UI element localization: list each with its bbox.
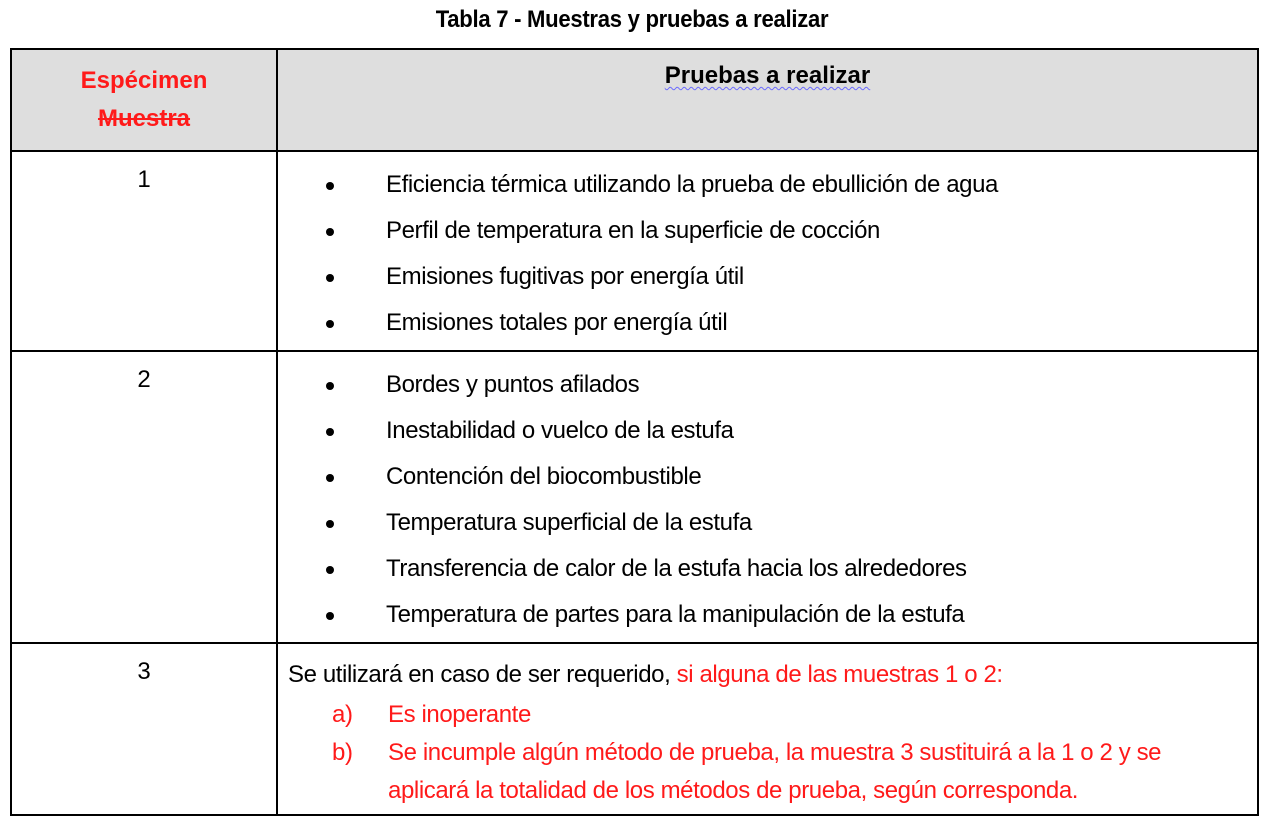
list-item: Eficiencia térmica utilizando la prueba de ebullición de agua xyxy=(278,162,1257,208)
list-item: Inestabilidad o vuelco de la estufa xyxy=(278,408,1257,454)
list-item: Contención del biocombustible xyxy=(278,454,1257,500)
tests-cell xyxy=(277,643,1258,815)
header-sample-struck: Muestra xyxy=(97,105,191,132)
bullet-icon xyxy=(326,612,334,620)
list-item: Temperatura de partes para la manipulación de la estufa xyxy=(278,592,1257,638)
table-row xyxy=(11,351,1258,643)
table-title: Tabla 7 - Muestras y pruebas a realizar xyxy=(435,6,829,33)
header-specimen xyxy=(11,49,277,151)
header-specimen-label: Espécimen xyxy=(80,67,208,94)
bullet-icon xyxy=(326,428,334,436)
bullet-icon xyxy=(326,566,334,574)
list-item: Transferencia de calor de la estufa hacia los alrededores xyxy=(278,546,1257,592)
bullet-icon xyxy=(326,182,334,190)
header-tests xyxy=(277,49,1258,151)
header-tests-label: Pruebas a realizar xyxy=(664,62,871,89)
bullet-icon xyxy=(326,228,334,236)
list-item: Emisiones totales por energía útil xyxy=(278,300,1257,346)
header-row xyxy=(11,49,1258,151)
list-item: a) Es inoperante xyxy=(332,701,531,728)
list-item: Bordes y puntos afilados xyxy=(278,362,1257,408)
sample-number: 1 xyxy=(11,151,277,351)
bullet-icon xyxy=(326,520,334,528)
tests-cell xyxy=(277,351,1258,643)
table-row xyxy=(11,643,1258,815)
list-item: b) Se incumple algún método de prueba, la muestra 3 sustituirá a la 1 o 2 y se aplicará la totalidad de los métodos de prueba, según corresponda. xyxy=(332,739,1162,804)
bullet-icon xyxy=(326,382,334,390)
tests-cell xyxy=(277,151,1258,351)
list-item: Perfil de temperatura en la superficie de cocción xyxy=(278,208,1257,254)
sample-number: 2 xyxy=(11,351,277,643)
sample-number: 3 xyxy=(11,643,277,815)
sample-3-intro: Se utilizará en caso de ser requerido, si alguna de las muestras 1 o 2: xyxy=(288,661,1003,688)
list-item: Temperatura superficial de la estufa xyxy=(278,500,1257,546)
bullet-icon xyxy=(326,320,334,328)
bullet-icon xyxy=(326,474,334,482)
bullet-icon xyxy=(326,274,334,282)
samples-table xyxy=(10,48,1259,816)
list-item: Emisiones fugitivas por energía útil xyxy=(278,254,1257,300)
table-row xyxy=(11,151,1258,351)
